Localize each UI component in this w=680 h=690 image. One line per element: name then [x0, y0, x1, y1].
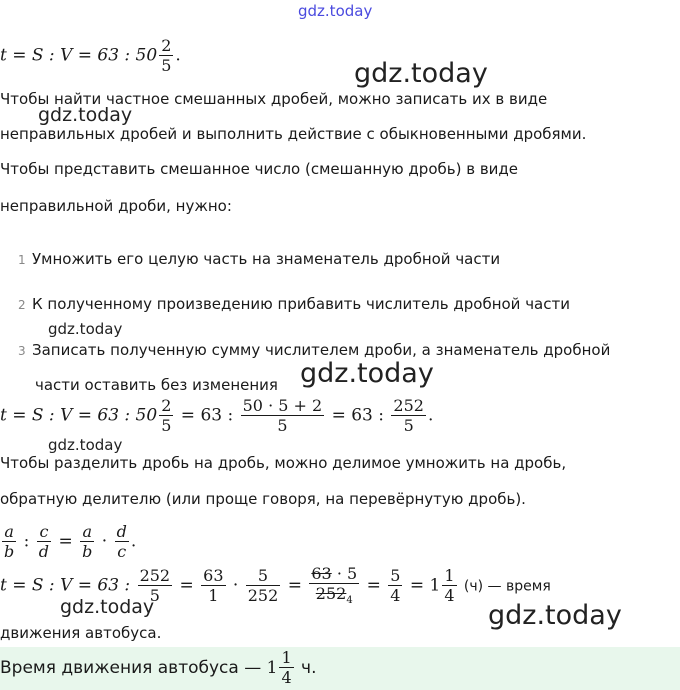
list-item: 2 К полученному произведению прибавить числитель дробной части [18, 295, 570, 313]
watermark: gdz.today [48, 436, 123, 454]
paragraph-line: движения автобуса. [0, 624, 162, 642]
paragraph-line: неправильной дроби, нужно: [0, 197, 232, 215]
formula-1: t = S : V = 63 : 50 $\frac{2}{5}$ . [0, 36, 181, 75]
formula-4: t = S : V = 63 : $\frac{252}{5}$ = $\frac{63}{1}$ · $\frac{5}{252}$ = $\frac{63 \cdot 5}{252_4}$ = $\frac{5}{4}$ = 1 $\frac{1}{4}$ (ч) — время [0, 564, 551, 606]
answer-box [0, 647, 680, 690]
paragraph-line: Чтобы представить смешанное число (смешанную дробь) в виде [0, 160, 519, 178]
watermark: gdz.today [354, 58, 488, 89]
watermark: gdz.today [300, 358, 434, 389]
list-item: 1 Умножить его целую часть на знаменатель дробной части [18, 250, 501, 268]
paragraph-line: Чтобы найти частное смешанных дробей, можно записать их в виде [0, 90, 548, 108]
watermark: gdz.today [298, 2, 373, 20]
watermark: gdz.today [48, 320, 123, 338]
list-item: 3 Записать полученную сумму числителем дроби, а знаменатель дробной [18, 341, 611, 359]
paragraph-line: Чтобы разделить дробь на дробь, можно делимое умножить на дробь, [0, 454, 567, 472]
paragraph-line: обратную делителю (или проще говоря, на перевёрнутую дробь). [0, 490, 526, 508]
list-item-continuation: части оставить без изменения [35, 376, 278, 394]
answer-text: Время движения автобуса — 1 $\frac{1}{4}$ ч. [0, 648, 317, 687]
watermark: gdz.today [38, 104, 133, 126]
paragraph-line: неправильных дробей и выполнить действие с обыкновенными дробями. [0, 125, 587, 143]
watermark: gdz.today [60, 596, 155, 618]
formula-2: t = S : V = 63 : 50 $\frac{2}{5}$ = 63 : $\frac{50 \cdot 5 + 2}{5}$ = 63 : $\frac{252}{5}$ . [0, 396, 434, 435]
formula-3: $\frac{a}{b}$ : $\frac{c}{d}$ = $\frac{a}{b}$ · $\frac{d}{c}$ . [4, 524, 137, 561]
watermark: gdz.today [488, 600, 622, 631]
